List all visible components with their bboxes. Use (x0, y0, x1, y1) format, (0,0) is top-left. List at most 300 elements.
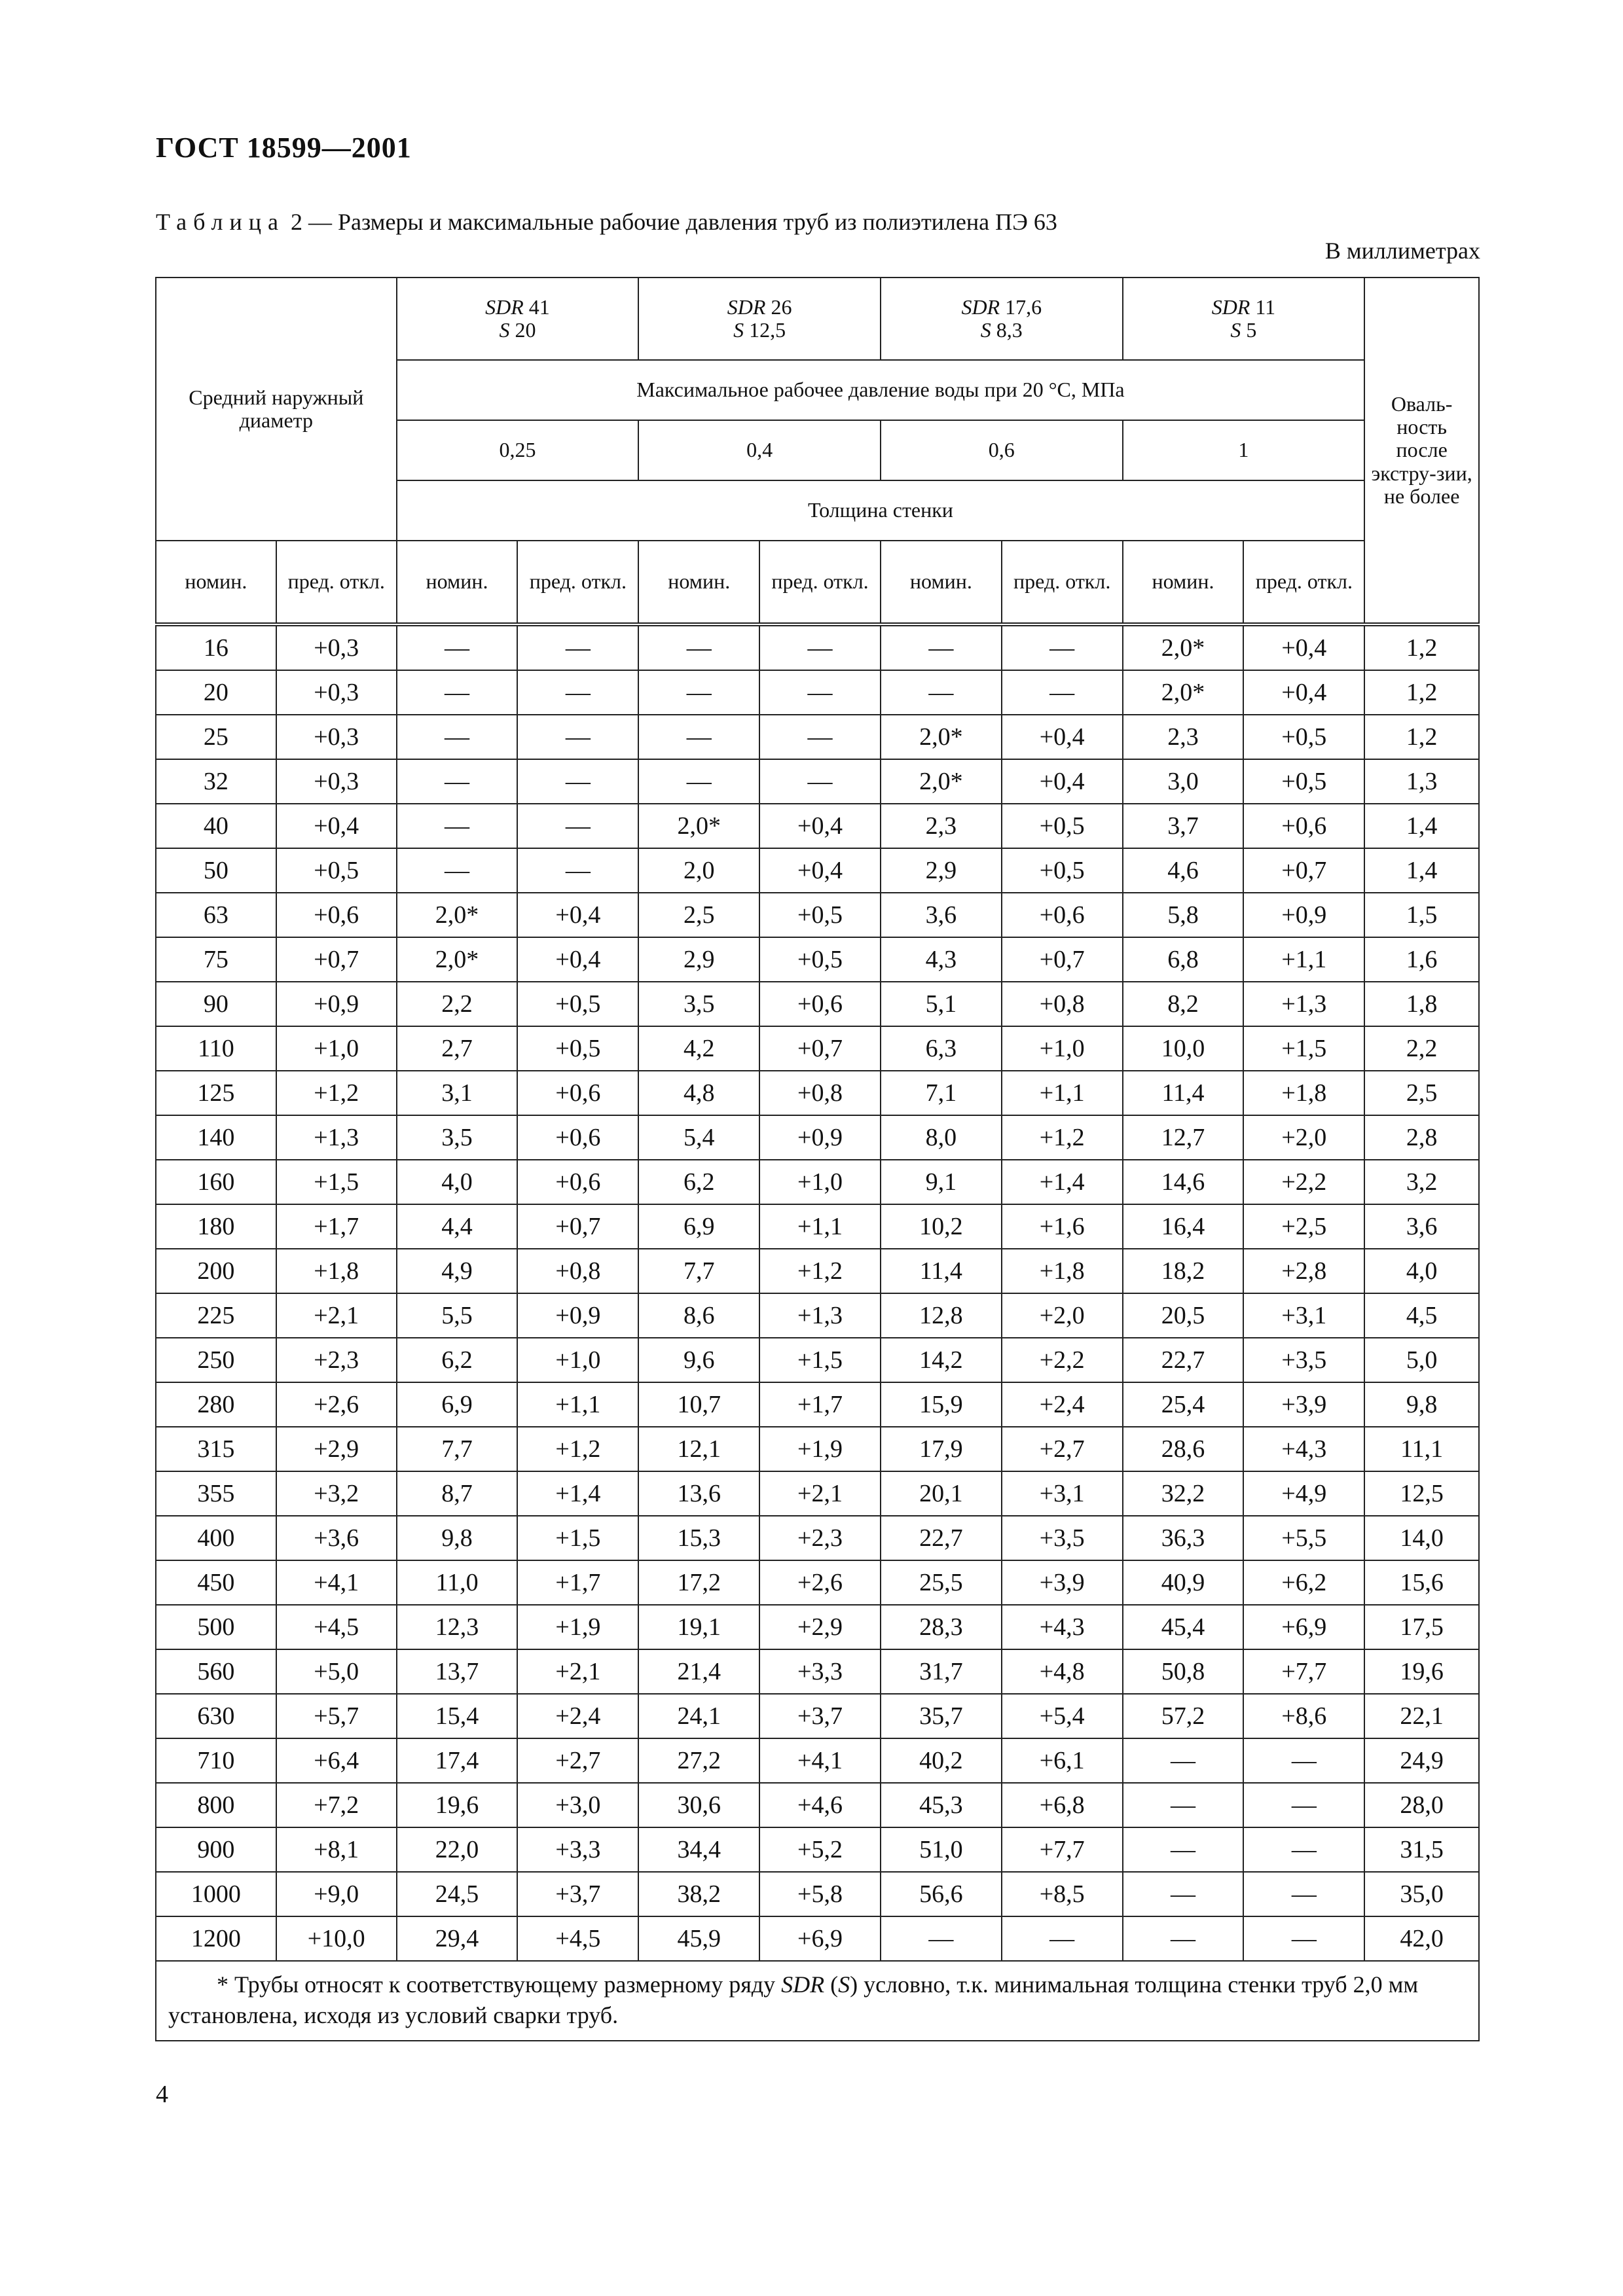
table-cell: +2,2 (1002, 1338, 1123, 1382)
table-cell: — (638, 624, 759, 670)
table-cell: 17,9 (881, 1427, 1002, 1471)
table-caption-text: 2 — Размеры и максимальные рабочие давления труб из полиэтилена ПЭ 63 (284, 209, 1057, 235)
table-cell: 5,0 (1364, 1338, 1479, 1382)
table-cell: +2,1 (759, 1471, 881, 1516)
table-cell: 200 (156, 1249, 276, 1293)
table-row (156, 715, 1479, 759)
table-cell: 2,2 (1364, 1026, 1479, 1071)
table-cell: 19,1 (638, 1605, 759, 1649)
table-cell: — (517, 759, 638, 804)
table-row (156, 1516, 1479, 1560)
table-footnote: * Трубы относят к соответствующему размерному ряду SDR (S) условно, т.к. минимальная толщина стенки труб 2,0 мм установлена, исходя из условий сварки труб. (156, 1961, 1479, 2041)
table-cell: 11,4 (881, 1249, 1002, 1293)
table-cell: +5,2 (759, 1827, 881, 1872)
table-cell: +1,8 (1243, 1071, 1364, 1115)
table-cell: +1,9 (517, 1605, 638, 1649)
table-cell: 32,2 (1123, 1471, 1244, 1516)
table-row (156, 1338, 1479, 1382)
table-cell: 12,8 (881, 1293, 1002, 1338)
table-cell: +6,9 (759, 1916, 881, 1961)
table-cell: 3,6 (881, 893, 1002, 937)
table-body (156, 624, 1479, 1961)
table-cell: 20,5 (1123, 1293, 1244, 1338)
table-cell: 9,8 (1364, 1382, 1479, 1427)
table-cell: 22,1 (1364, 1694, 1479, 1738)
table-row (156, 1071, 1479, 1115)
table-cell: 2,0* (881, 715, 1002, 759)
table-cell: +1,1 (1243, 937, 1364, 982)
table-cell: — (397, 804, 518, 848)
table-cell: 315 (156, 1427, 276, 1471)
table-cell: 1,3 (1364, 759, 1479, 804)
table-row (156, 848, 1479, 893)
table-cell: +1,2 (1002, 1115, 1123, 1160)
table-cell: 11,1 (1364, 1427, 1479, 1471)
table-cell: 560 (156, 1649, 276, 1694)
table-cell: +1,5 (517, 1516, 638, 1560)
table-cell: +0,4 (759, 848, 881, 893)
table-cell: +0,9 (1243, 893, 1364, 937)
table-cell: — (1002, 1916, 1123, 1961)
table-cell: +1,0 (517, 1338, 638, 1382)
sdr-group-header: SDR 41 S 20 (397, 278, 639, 360)
table-cell: 30,6 (638, 1783, 759, 1827)
table-cell: +0,4 (1243, 624, 1364, 670)
table-cell: +6,9 (1243, 1605, 1364, 1649)
subheader-deviation: пред. откл. (1243, 541, 1364, 624)
table-cell: 27,2 (638, 1738, 759, 1783)
pressure-value: 0,25 (397, 420, 639, 480)
table-cell: 2,0* (638, 804, 759, 848)
table-cell: 28,3 (881, 1605, 1002, 1649)
table-cell: 450 (156, 1560, 276, 1605)
table-cell: 5,4 (638, 1115, 759, 1160)
table-cell: 75 (156, 937, 276, 982)
table-cell: 16 (156, 624, 276, 670)
table-cell: 2,0* (881, 759, 1002, 804)
table-cell: 2,5 (1364, 1071, 1479, 1115)
table-cell: +1,9 (759, 1427, 881, 1471)
table-cell: 7,7 (638, 1249, 759, 1293)
table-cell: +2,8 (1243, 1249, 1364, 1293)
table-cell: 12,5 (1364, 1471, 1479, 1516)
table-cell: +0,6 (759, 982, 881, 1026)
table-cell: +2,9 (276, 1427, 397, 1471)
table-cell: +0,7 (276, 937, 397, 982)
table-cell: 9,8 (397, 1516, 518, 1560)
table-cell: +1,4 (1002, 1160, 1123, 1204)
table-cell: — (1123, 1872, 1244, 1916)
table-cell: +0,8 (517, 1249, 638, 1293)
table-cell: — (1123, 1827, 1244, 1872)
table-cell: +3,3 (759, 1649, 881, 1694)
table-cell: +2,7 (517, 1738, 638, 1783)
subheader-nominal: номин. (881, 541, 1002, 624)
table-cell: +1,8 (1002, 1249, 1123, 1293)
table-row (156, 1160, 1479, 1204)
table-cell: 31,7 (881, 1649, 1002, 1694)
table-row (156, 759, 1479, 804)
table-cell: — (881, 624, 1002, 670)
table-row (156, 1560, 1479, 1605)
table-cell: +1,2 (276, 1071, 397, 1115)
table-row (156, 1916, 1479, 1961)
table-cell: 45,9 (638, 1916, 759, 1961)
table-cell: +0,5 (1243, 715, 1364, 759)
table-cell: +0,3 (276, 759, 397, 804)
table-cell: 12,7 (1123, 1115, 1244, 1160)
table-cell: 6,2 (397, 1338, 518, 1382)
table-cell: — (759, 759, 881, 804)
table-row (156, 1204, 1479, 1249)
table-cell: 35,7 (881, 1694, 1002, 1738)
table-cell: +2,6 (276, 1382, 397, 1427)
table-cell: +5,7 (276, 1694, 397, 1738)
table-row (156, 1605, 1479, 1649)
table-row (156, 982, 1479, 1026)
table-cell: +0,3 (276, 670, 397, 715)
table-row (156, 937, 1479, 982)
table-cell: 3,7 (1123, 804, 1244, 848)
table-cell: 36,3 (1123, 1516, 1244, 1560)
table-cell: +0,4 (517, 893, 638, 937)
table-cell: +4,6 (759, 1783, 881, 1827)
table-cell: +0,4 (517, 937, 638, 982)
table-cell: 4,5 (1364, 1293, 1479, 1338)
table-cell: — (517, 624, 638, 670)
table-cell: +1,7 (276, 1204, 397, 1249)
table-cell: 2,5 (638, 893, 759, 937)
table-cell: +2,1 (517, 1649, 638, 1694)
table-cell: 1,2 (1364, 715, 1479, 759)
table-cell: +0,7 (1002, 937, 1123, 982)
table-cell: 18,2 (1123, 1249, 1244, 1293)
table-cell: 15,6 (1364, 1560, 1479, 1605)
table-row (156, 1293, 1479, 1338)
table-cell: +0,5 (517, 982, 638, 1026)
table-cell: 1,5 (1364, 893, 1479, 937)
table-cell: 11,0 (397, 1560, 518, 1605)
table-cell: 20,1 (881, 1471, 1002, 1516)
table-cell: 10,7 (638, 1382, 759, 1427)
table-cell: +5,4 (1002, 1694, 1123, 1738)
table-cell: — (1243, 1872, 1364, 1916)
table-cell: +0,5 (1002, 848, 1123, 893)
table-cell: +0,6 (517, 1115, 638, 1160)
table-row (156, 1382, 1479, 1427)
table-cell: +1,3 (1243, 982, 1364, 1026)
table-cell: 400 (156, 1516, 276, 1560)
table-cell: 22,7 (1123, 1338, 1244, 1382)
table-cell: +0,6 (517, 1071, 638, 1115)
units-note: В миллиметрах (1324, 238, 1480, 264)
table-cell: +7,7 (1243, 1649, 1364, 1694)
table-cell: +0,5 (759, 893, 881, 937)
table-cell: 15,3 (638, 1516, 759, 1560)
table-cell: 28,6 (1123, 1427, 1244, 1471)
table-cell: +1,1 (759, 1204, 881, 1249)
table-cell: — (397, 759, 518, 804)
subheader-nominal: номин. (156, 541, 276, 624)
table-cell: 13,7 (397, 1649, 518, 1694)
table-cell: +8,6 (1243, 1694, 1364, 1738)
table-cell: 90 (156, 982, 276, 1026)
table-cell: 24,1 (638, 1694, 759, 1738)
pipe-dimensions-table-wrapper (155, 277, 1480, 2041)
table-cell: +4,5 (517, 1916, 638, 1961)
table-row (156, 1026, 1479, 1071)
table-cell: +9,0 (276, 1872, 397, 1916)
table-cell: 4,8 (638, 1071, 759, 1115)
table-cell: — (638, 670, 759, 715)
pressure-value: 0,4 (638, 420, 881, 480)
table-cell: — (1123, 1738, 1244, 1783)
table-cell: — (397, 624, 518, 670)
table-cell: +4,8 (1002, 1649, 1123, 1694)
table-cell: +1,7 (517, 1560, 638, 1605)
table-cell: 2,3 (881, 804, 1002, 848)
table-cell: +0,8 (1002, 982, 1123, 1026)
table-cell: +6,1 (1002, 1738, 1123, 1783)
table-cell: 500 (156, 1605, 276, 1649)
table-cell: 800 (156, 1783, 276, 1827)
table-cell: +1,6 (1002, 1204, 1123, 1249)
table-cell: +0,4 (276, 804, 397, 848)
table-cell: +1,2 (517, 1427, 638, 1471)
table-cell: 9,1 (881, 1160, 1002, 1204)
table-cell: 8,2 (1123, 982, 1244, 1026)
table-cell: +8,1 (276, 1827, 397, 1872)
subheader-nominal: номин. (1123, 541, 1244, 624)
table-caption-label: Таблица (156, 209, 285, 235)
table-cell: — (1243, 1738, 1364, 1783)
table-cell: 7,7 (397, 1427, 518, 1471)
table-row (156, 1115, 1479, 1160)
table-cell: 1,6 (1364, 937, 1479, 982)
table-head (156, 278, 1479, 624)
pressure-value: 0,6 (881, 420, 1123, 480)
table-cell: — (881, 670, 1002, 715)
table-cell: +1,3 (759, 1293, 881, 1338)
table-cell: +6,8 (1002, 1783, 1123, 1827)
table-cell: — (1243, 1827, 1364, 1872)
table-cell: +1,1 (1002, 1071, 1123, 1115)
table-cell: +0,5 (759, 937, 881, 982)
table-cell: 15,9 (881, 1382, 1002, 1427)
table-cell: +4,1 (759, 1738, 881, 1783)
table-cell: +0,3 (276, 715, 397, 759)
table-cell: +4,3 (1002, 1605, 1123, 1649)
table-cell: 4,0 (397, 1160, 518, 1204)
table-cell: 710 (156, 1738, 276, 1783)
table-cell: — (759, 670, 881, 715)
table-cell: +0,5 (517, 1026, 638, 1071)
table-cell: — (1243, 1916, 1364, 1961)
table-cell: +1,5 (276, 1160, 397, 1204)
sdr-group-header: SDR 26 S 12,5 (638, 278, 881, 360)
table-cell: +0,8 (759, 1071, 881, 1115)
table-cell: 2,0* (1123, 670, 1244, 715)
table-cell: +0,4 (1002, 715, 1123, 759)
table-cell: +2,3 (276, 1338, 397, 1382)
table-cell: — (1123, 1783, 1244, 1827)
pipe-dimensions-table (155, 277, 1480, 2041)
table-cell: +0,6 (276, 893, 397, 937)
table-cell: 3,0 (1123, 759, 1244, 804)
table-cell: 42,0 (1364, 1916, 1479, 1961)
table-cell: 14,6 (1123, 1160, 1244, 1204)
table-cell: 22,7 (881, 1516, 1002, 1560)
table-cell: +0,4 (759, 804, 881, 848)
table-cell: 25 (156, 715, 276, 759)
table-cell: +3,7 (759, 1694, 881, 1738)
table-cell: 630 (156, 1694, 276, 1738)
table-cell: — (1243, 1783, 1364, 1827)
table-cell: +3,3 (517, 1827, 638, 1872)
table-cell: 1200 (156, 1916, 276, 1961)
subheader-deviation: пред. откл. (1002, 541, 1123, 624)
table-cell: +3,9 (1002, 1560, 1123, 1605)
table-cell: +3,1 (1002, 1471, 1123, 1516)
table-cell: 4,3 (881, 937, 1002, 982)
table-cell: — (759, 715, 881, 759)
table-cell: 40,2 (881, 1738, 1002, 1783)
subheader-nominal: номин. (397, 541, 518, 624)
table-cell: +1,0 (276, 1026, 397, 1071)
table-cell: 56,6 (881, 1872, 1002, 1916)
table-cell: 10,2 (881, 1204, 1002, 1249)
table-cell: 6,9 (397, 1382, 518, 1427)
table-cell: 19,6 (397, 1783, 518, 1827)
sdr-group-header: SDR 17,6 S 8,3 (881, 278, 1123, 360)
table-cell: 40 (156, 804, 276, 848)
table-cell: — (638, 759, 759, 804)
table-cell: 6,3 (881, 1026, 1002, 1071)
table-cell: 32 (156, 759, 276, 804)
table-cell: +0,4 (1002, 759, 1123, 804)
table-cell: 3,5 (638, 982, 759, 1026)
table-cell: — (1002, 670, 1123, 715)
table-cell: 900 (156, 1827, 276, 1872)
table-cell: 1,8 (1364, 982, 1479, 1026)
table-cell: 280 (156, 1382, 276, 1427)
table-cell: +5,8 (759, 1872, 881, 1916)
table-cell: 355 (156, 1471, 276, 1516)
table-cell: 57,2 (1123, 1694, 1244, 1738)
table-cell: 2,0* (397, 893, 518, 937)
subheader-nominal: номин. (638, 541, 759, 624)
table-cell: +1,4 (517, 1471, 638, 1516)
table-cell: +2,1 (276, 1293, 397, 1338)
table-cell: 10,0 (1123, 1026, 1244, 1071)
table-row (156, 1471, 1479, 1516)
table-cell: 6,8 (1123, 937, 1244, 982)
table-cell: +2,4 (1002, 1382, 1123, 1427)
table-cell: +3,9 (1243, 1382, 1364, 1427)
table-cell: 13,6 (638, 1471, 759, 1516)
table-cell: 19,6 (1364, 1649, 1479, 1694)
table-cell: 2,0 (638, 848, 759, 893)
table-cell: 2,0* (397, 937, 518, 982)
table-cell: 4,9 (397, 1249, 518, 1293)
table-cell: +1,8 (276, 1249, 397, 1293)
table-row (156, 1649, 1479, 1694)
table-cell: +7,2 (276, 1783, 397, 1827)
table-cell: +2,0 (1002, 1293, 1123, 1338)
table-cell: 29,4 (397, 1916, 518, 1961)
table-cell: 4,4 (397, 1204, 518, 1249)
table-row (156, 1427, 1479, 1471)
table-cell: +0,6 (1002, 893, 1123, 937)
table-cell: 11,4 (1123, 1071, 1244, 1115)
table-cell: 110 (156, 1026, 276, 1071)
table-row (156, 1738, 1479, 1783)
table-cell: +2,4 (517, 1694, 638, 1738)
table-cell: +0,9 (517, 1293, 638, 1338)
table-cell: 45,3 (881, 1783, 1002, 1827)
table-cell: 9,6 (638, 1338, 759, 1382)
table-cell: 50,8 (1123, 1649, 1244, 1694)
table-cell: 8,0 (881, 1115, 1002, 1160)
document-header: ГОСТ 18599—2001 (156, 132, 412, 164)
table-cell: 225 (156, 1293, 276, 1338)
table-cell: 14,2 (881, 1338, 1002, 1382)
table-cell: 22,0 (397, 1827, 518, 1872)
wall-thickness-header: Толщина стенки (397, 480, 1365, 541)
subheader-deviation: пред. откл. (517, 541, 638, 624)
table-cell: 2,8 (1364, 1115, 1479, 1160)
table-cell: — (517, 848, 638, 893)
subheader-deviation: пред. откл. (276, 541, 397, 624)
table-cell: 25,5 (881, 1560, 1002, 1605)
table-cell: +0,9 (276, 982, 397, 1026)
table-row (156, 1872, 1479, 1916)
table-cell: 17,4 (397, 1738, 518, 1783)
table-cell: 180 (156, 1204, 276, 1249)
table-cell: 12,3 (397, 1605, 518, 1649)
table-cell: 24,5 (397, 1872, 518, 1916)
table-cell: +10,0 (276, 1916, 397, 1961)
subheader-deviation: пред. откл. (759, 541, 881, 624)
table-cell: 25,4 (1123, 1382, 1244, 1427)
table-cell: +3,7 (517, 1872, 638, 1916)
table-cell: +2,2 (1243, 1160, 1364, 1204)
table-cell: — (397, 670, 518, 715)
table-cell: +0,3 (276, 624, 397, 670)
table-cell: 1,2 (1364, 624, 1479, 670)
table-cell: +2,7 (1002, 1427, 1123, 1471)
table-cell: 4,6 (1123, 848, 1244, 893)
table-cell: +1,7 (759, 1382, 881, 1427)
table-cell: 24,9 (1364, 1738, 1479, 1783)
table-row (156, 1827, 1479, 1872)
table-cell: +0,5 (276, 848, 397, 893)
table-cell: +0,4 (1243, 670, 1364, 715)
table-cell: 3,2 (1364, 1160, 1479, 1204)
table-cell: 12,1 (638, 1427, 759, 1471)
table-cell: 160 (156, 1160, 276, 1204)
table-row (156, 893, 1479, 937)
table-cell: — (397, 715, 518, 759)
table-cell: +2,5 (1243, 1204, 1364, 1249)
table-cell: 45,4 (1123, 1605, 1244, 1649)
table-cell: 2,3 (1123, 715, 1244, 759)
table-cell: +6,2 (1243, 1560, 1364, 1605)
table-cell: 51,0 (881, 1827, 1002, 1872)
table-cell: +5,5 (1243, 1516, 1364, 1560)
table-cell: 3,1 (397, 1071, 518, 1115)
ovality-column-header: Оваль-ность после экстру-зии, не более (1364, 278, 1479, 624)
